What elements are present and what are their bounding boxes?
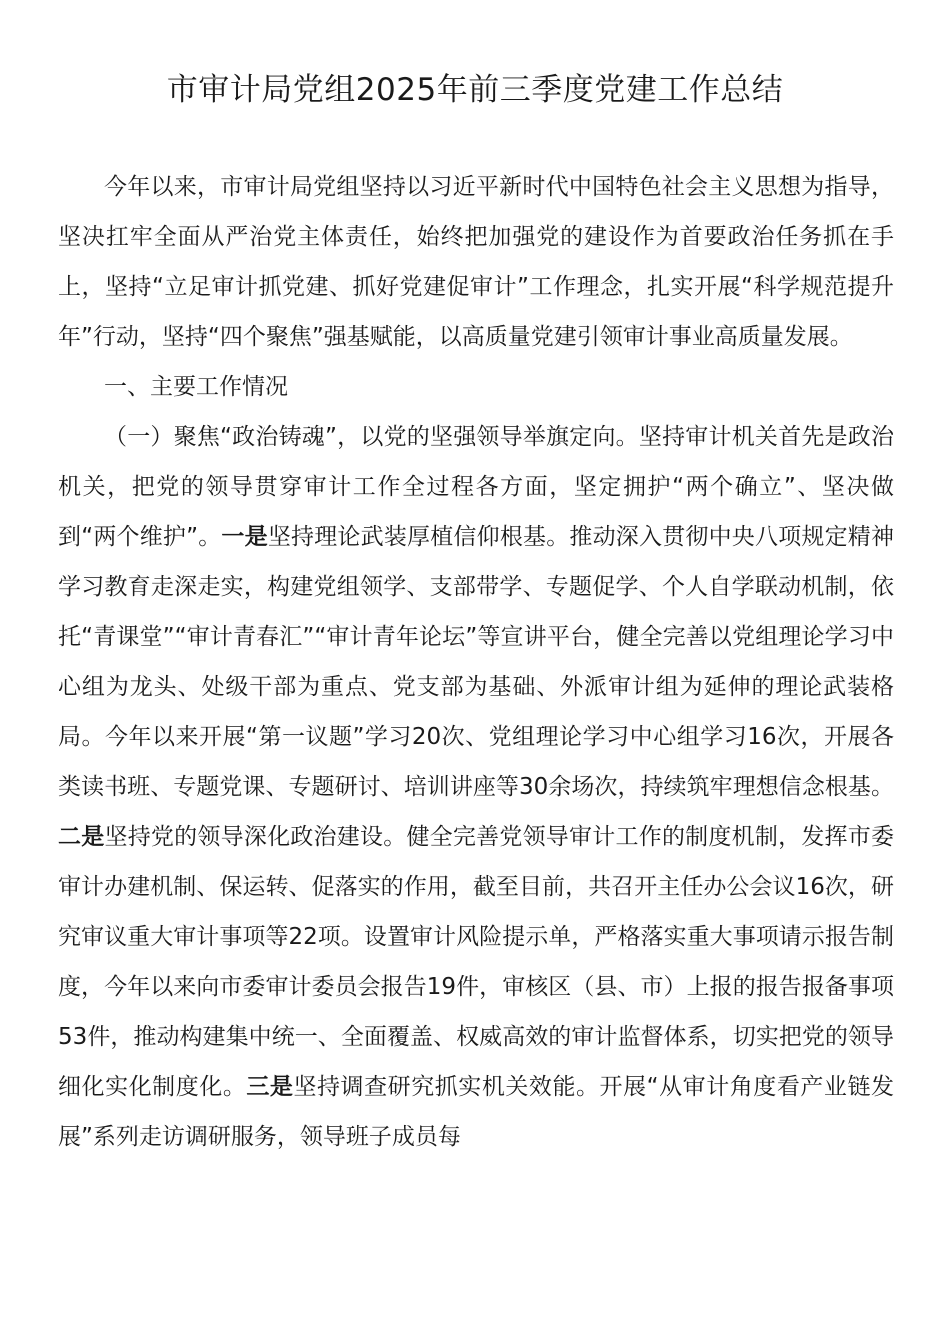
point-marker-3: 三是 xyxy=(246,1074,294,1100)
intro-paragraph: 今年以来，市审计局党组坚持以习近平新时代中国特色社会主义思想为指导，坚决扛牢全面从严治党主体责任，始终把加强党的建设作为首要政治任务抓在手上，坚持“立足审计抓党建、抓好党建促审计”工作理念，扎实开展“科学规范提升年”行动，坚持“四个聚焦”强基赋能，以高质量党建引领审计事业高质量发展。 xyxy=(58,174,894,350)
point-text-2: 坚持党的领导深化政治建设。健全完善党领导审计工作的制度机制，发挥市委审计办建机制、保运转、促落实的作用，截至目前，共召开主任办公会议16次，研究审议重大审计事项等22项。设置审计风险提示单，严格落实重大事项请示报告制度，今年以来向市委审计委员会报告19件，审核区（县、市）上报的报告报备事项53件，推动构建集中统一、全面覆盖、权威高效的审计监督体系，切实把党的领导细化实化制度化。 xyxy=(58,824,895,1100)
point-text-3: 坚持调查研究抓实机关效能。开展“从审计角度看产业链发展”系列走访调研服务，领导班子成员每 xyxy=(58,1074,895,1150)
point-marker-1: 一是 xyxy=(221,524,268,550)
document-title: 市审计局党组2025年前三季度党建工作总结 xyxy=(166,72,784,108)
section-heading-main-work: 一、主要工作情况 xyxy=(104,374,288,400)
document-body xyxy=(58,162,894,1162)
subsection-political-paragraph xyxy=(58,412,894,1162)
point-text-1: 坚持理论武装厚植信仰根基。推动深入贯彻中央八项规定精神学习教育走深走实，构建党组领学、支部带学、专题促学、个人自学联动机制，依托“青课堂”“审计青春汇”“审计青年论坛”等宣讲平台，健全完善以党组理论学习中心组为龙头、处级干部为重点、党支部为基础、外派审计组为延伸的理论武装格局。今年以来开展“第一议题”学习20次、党组理论学习中心组学习16次，开展各类读书班、专题党课、专题研讨、培训讲座等30余场次，持续筑牢理想信念根基。 xyxy=(58,524,894,800)
point-marker-2: 二是 xyxy=(58,824,105,850)
subsection-lead: （一）聚焦“政治铸魂”，以党的坚强领导举旗定向。坚持审计机关首先是政治机关，把党的领导贯穿审计工作全过程各方面，坚定拥护“两个确立”、坚决做到“两个维护”。 xyxy=(58,424,894,550)
